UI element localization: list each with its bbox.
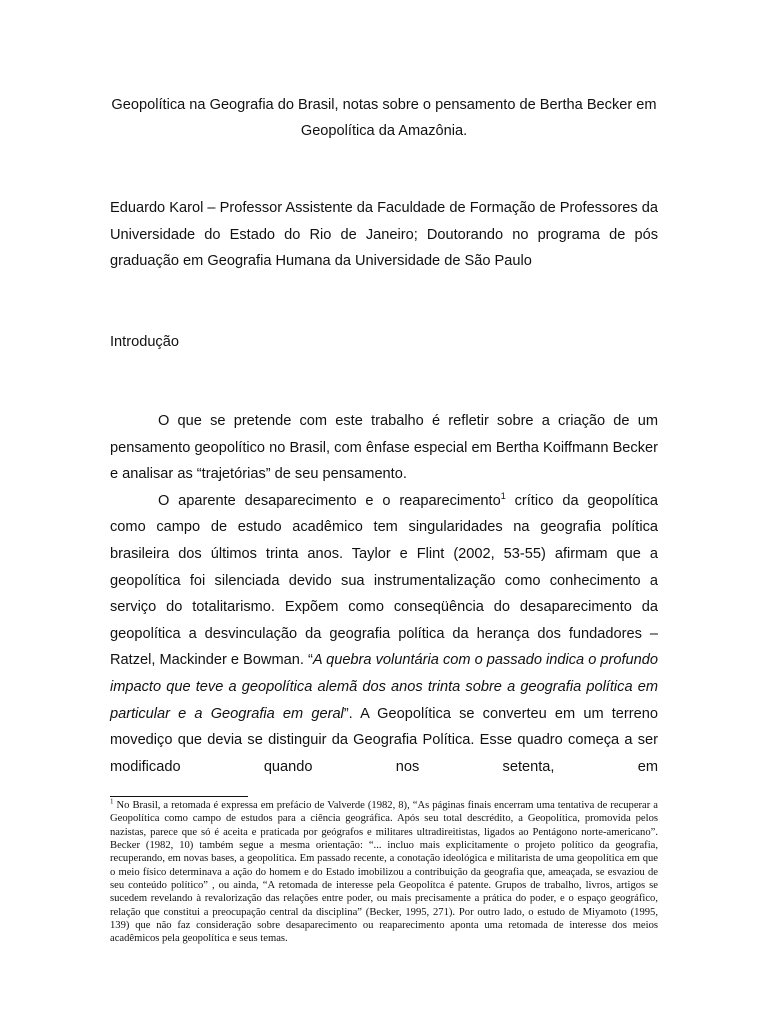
document-title: Geopolítica na Geografia do Brasil, notas sobre o pensamento de Bertha Becker em Geopolítica da Amazônia. — [111, 97, 657, 139]
body-text — [110, 408, 658, 780]
footnote — [110, 799, 658, 946]
section-heading: Introdução — [110, 334, 179, 350]
paragraph-2-quote: A quebra voluntária com o passado indica o profundo impacto que teve a geopolítica alemã dos anos trinta sobre a geografia política em particular e a Geografia em geral — [110, 652, 658, 722]
paragraph-2 — [110, 488, 658, 781]
footnote-number: 1 — [110, 797, 114, 806]
footnote-text: No Brasil, a retomada é expressa em prefácio de Valverde (1982, 8), “As páginas finais encerram uma tentativa de recuperar a Geopolítica como campo de estudos para a ciência geográfica. Após seu total descrédito, a Geopolítica, promovida pelos nazistas, parece que só é aceita e praticada por geógrafos e militares ultradireitistas, ligados ao Pentágono norte-americano”. Becker (1982, 10) também segue a mesma orientação: “... incluo mais explicitamente o projeto político da geografia, recuperando, em novas bases, a geopolítica. Em passado recente, a conotação ideológica e militarista de uma geopolítica em que o meio físico determinava a ação do homem e do Estado imobilizou a contribuição da geografia que, ameaçada, se esvaziou de seu conteúdo político” , ou ainda, “A retomada de interesse pela Geopolítca é patente. Grupos de trabalho, livros, artigos se sucedem revelando à revalorização das relações entre poder, ou mais precisamente a prática do poder, e o espaço geográfico, relação que constitui a preocupação central da disciplina” (Becker, 1995, 271). Por outro lado, o estudo de Miyamoto (1995, 139) que não faz consideração sobre desaparecimento ou reaparecimento aponta uma retomada de interesse dos meios acadêmicos pela geopolítica e seus temas. — [110, 800, 658, 945]
footnote-divider — [110, 796, 248, 797]
paragraph-2-text-b: crítico da geopolítica como campo de estudo acadêmico tem singularidades na geografia política brasileira dos últimos trinta anos. Taylor e Flint (2002, 53-55) afirmam que a geopolítica foi silenciada devido sua instrumentalização como conhecimento a serviço do totalitarismo. Expõem como conseqüência do desaparecimento da geopolítica a desvinculação da geografia política da herança dos fundadores – Ratzel, Mackinder e Bowman. “ — [110, 492, 658, 669]
author-affiliation: Eduardo Karol – Professor Assistente da Faculdade de Formação de Professores da Universidade do Estado do Rio de Janeiro; Doutorando no programa de pós graduação em Geografia Humana da Universidade de São Paulo — [110, 200, 658, 269]
paragraph-2-text-a: O aparente desaparecimento e o reaparecimento — [158, 492, 501, 509]
footnote-reference[interactable]: 1 — [500, 490, 506, 501]
paragraph-2-text-c: ”. A Geopolítica se converteu em um terreno movediço que devia se distinguir da Geografia Política. Esse quadro começa a ser modificado quando nos setenta, em — [110, 705, 658, 775]
paragraph-1: O que se pretende com este trabalho é refletir sobre a criação de um pensamento geopolítico no Brasil, com ênfase especial em Bertha Koiffmann Becker e analisar as “trajetórias” de seu pensamento. — [110, 413, 658, 483]
